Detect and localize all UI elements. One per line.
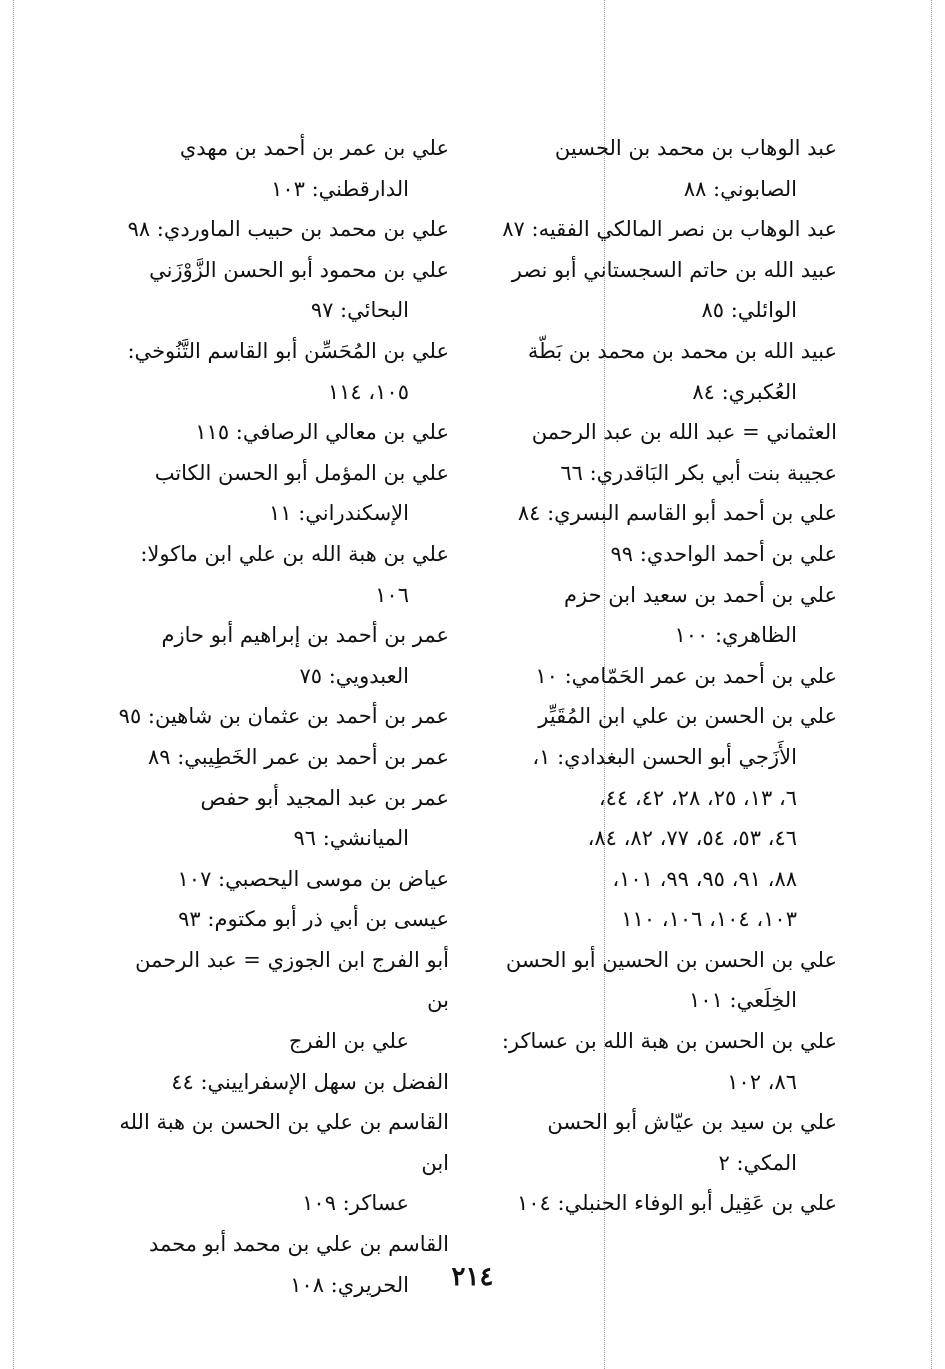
entry-line: علي بن عَقِيل أبو الوفاء الحنبلي: ١٠٤: [516, 1191, 837, 1216]
index-entry: [109, 128, 449, 209]
index-entry: [109, 940, 449, 1062]
entry-continuation-line: ٨٨، ٩١، ٩٥، ٩٩، ١٠١،: [612, 866, 797, 891]
entry-continuation-line: ٦، ١٣، ٢٥، ٢٨، ٤٢، ٤٤،: [598, 785, 797, 810]
index-entry: [497, 940, 837, 1021]
index-entry: [109, 859, 449, 900]
entry-continuation-line: الإسكندراني: ١١: [268, 501, 409, 526]
entry-continuation-line: علي بن الفرج: [288, 1029, 409, 1054]
entry-continuation-line: الصابوني: ٨٨: [683, 176, 797, 201]
index-entry: [109, 778, 449, 859]
entry-line: عمر بن أحمد بن عمر الخَطِيبي: ٨٩: [147, 744, 449, 769]
index-entry: [497, 656, 837, 697]
index-column-right: [497, 128, 837, 1224]
page-number: ٢١٤: [451, 1262, 494, 1292]
entry-line: علي بن أحمد بن عمر الحَمّامي: ١٠: [535, 663, 837, 688]
entry-line: عبد الوهاب بن محمد بن الحسين: [554, 136, 837, 160]
index-entry: [497, 1021, 837, 1102]
index-entry: [109, 1062, 449, 1103]
index-entry: [109, 534, 449, 615]
index-entry: [497, 493, 837, 534]
index-entry: [109, 209, 449, 250]
entry-continuation-line: الوائلي: ٨٥: [701, 298, 797, 323]
entry-continuation-line: الظاهري: ١٠٠: [674, 623, 797, 648]
entry-line: القاسم بن علي بن محمد أبو محمد: [149, 1232, 449, 1257]
entry-line: الفضل بن سهل الإسفراييني: ٤٤: [171, 1069, 449, 1094]
index-entry: [109, 412, 449, 453]
index-entry: [497, 1102, 837, 1183]
entry-line: علي بن أحمد أبو القاسم البسري: ٨٤: [517, 501, 837, 526]
entry-continuation-line: ١٠٣، ١٠٤، ١٠٦، ١١٠: [621, 907, 797, 932]
entry-continuation-line: عساكر: ١٠٩: [302, 1191, 409, 1216]
index-entry: [497, 534, 837, 575]
entry-line: علي بن الحسن بن الحسين أبو الحسن: [505, 947, 837, 972]
entry-line: عياض بن موسى اليحصبي: ١٠٧: [177, 866, 449, 891]
page-edge-dots: [931, 0, 932, 1369]
entry-line: علي بن المُحَسِّن أبو القاسم التَّنُوخي:: [127, 338, 449, 363]
entry-continuation-line: الدارقطني: ١٠٣: [271, 176, 409, 201]
index-entry: [497, 575, 837, 656]
entry-line: علي بن محمد بن حبيب الماوردي: ٩٨: [127, 217, 449, 242]
entry-continuation-line: الأَزَجي أبو الحسن البغدادي: ١،: [532, 744, 797, 769]
entry-continuation-line: الخِلَعي: ١٠١: [689, 988, 797, 1013]
entry-line: أبو الفرج ابن الجوزي = عبد الرحمن بن: [135, 947, 449, 1013]
index-entry: [497, 453, 837, 494]
entry-line: عمر بن أحمد بن عثمان بن شاهين: ٩٥: [118, 704, 449, 729]
entry-continuation-line: المكي: ٢: [718, 1150, 797, 1175]
entry-line: القاسم بن علي بن الحسن بن هبة الله ابن: [119, 1110, 449, 1175]
entry-continuation-line: العبدويي: ٧٥: [299, 663, 409, 688]
entry-line: عبيد الله بن محمد بن محمد بن بَطّة: [527, 338, 837, 363]
entry-line: عجيبة بنت أبي بكر البَاقدري: ٦٦: [560, 460, 837, 485]
entry-line: علي بن سيد بن عيّاش أبو الحسن: [547, 1110, 837, 1135]
index-entry: [109, 737, 449, 778]
index-entry: [497, 209, 837, 250]
entry-line: عمر بن عبد المجيد أبو حفص: [200, 785, 449, 810]
entry-line: علي بن محمود أبو الحسن الزَّوْزَني: [149, 257, 449, 282]
entry-continuation-line: ١٠٥، ١١٤: [327, 379, 409, 404]
entry-continuation-line: الميانشي: ٩٦: [293, 826, 409, 851]
index-entry: [497, 1183, 837, 1224]
entry-line: عبد الوهاب بن نصر المالكي الفقيه: ٨٧: [502, 217, 837, 242]
index-entry: [497, 250, 837, 331]
entry-line: علي بن هبة الله بن علي ابن ماكولا:: [140, 541, 449, 566]
entry-line: عبيد الله بن حاتم السجستاني أبو نصر: [511, 257, 837, 282]
entry-continuation-line: البحائي: ٩٧: [310, 298, 409, 323]
index-entry: [109, 250, 449, 331]
entry-line: عمر بن أحمد بن إبراهيم أبو حازم: [161, 623, 449, 648]
page-edge-dots: [13, 0, 14, 1369]
entry-line: علي بن المؤمل أبو الحسن الكاتب: [154, 460, 449, 485]
entry-line: العثماني = عبد الله بن عبد الرحمن: [531, 420, 837, 445]
entry-continuation-line: ١٠٦: [375, 582, 409, 607]
entry-line: علي بن أحمد بن سعيد ابن حزم: [564, 582, 837, 607]
entry-line: علي بن الحسن بن هبة الله بن عساكر:: [501, 1029, 837, 1054]
index-entry: [497, 412, 837, 453]
index-entry: [497, 331, 837, 412]
index-entry: [109, 696, 449, 737]
entry-continuation-line: العُكبري: ٨٤: [692, 379, 797, 404]
entry-line: علي بن أحمد الواحدي: ٩٩: [610, 541, 837, 566]
entry-continuation-line: ٤٦، ٥٣، ٥٤، ٧٧، ٨٢، ٨٤،: [587, 826, 797, 851]
index-entry: [109, 899, 449, 940]
index-entry: [109, 331, 449, 412]
index-column-left: [109, 128, 449, 1305]
index-entry: [109, 453, 449, 534]
entry-line: علي بن عمر بن أحمد بن مهدي: [179, 136, 449, 160]
index-entry: [109, 615, 449, 696]
index-entry: [497, 696, 837, 940]
entry-line: علي بن معالي الرصافي: ١١٥: [195, 420, 449, 445]
index-entry: [109, 1102, 449, 1224]
index-entry: [497, 128, 837, 209]
entry-continuation-line: ٨٦، ١٠٢: [727, 1069, 797, 1094]
entry-line: علي بن الحسن بن علي ابن المُقَيِّر: [538, 704, 837, 729]
entry-line: عيسى بن أبي ذر أبو مكتوم: ٩٣: [178, 907, 449, 932]
entry-continuation-line: الحريري: ١٠٨: [290, 1272, 409, 1297]
